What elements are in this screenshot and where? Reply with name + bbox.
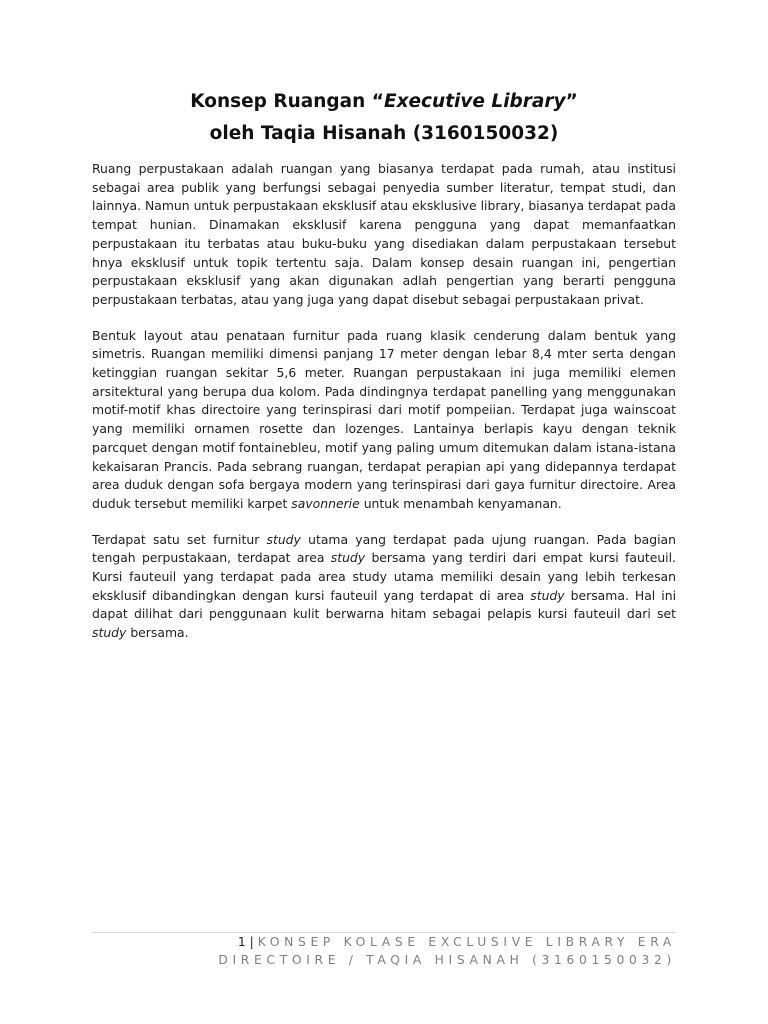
- footer-line-2: DIRECTOIRE / TAQIA HISANAH (3160150032): [218, 952, 676, 967]
- body-text: [92, 160, 676, 660]
- paragraph-2-italic: savonnerie: [291, 495, 360, 511]
- paragraph-3-text-e: bersama.: [126, 625, 189, 641]
- document-title: [0, 86, 768, 150]
- footer-separator: |: [245, 935, 258, 949]
- title-suffix: ”: [565, 91, 578, 112]
- page-number: 1: [237, 935, 246, 949]
- paragraph-3-italic-1: study: [266, 531, 301, 547]
- page-footer: [92, 934, 676, 969]
- paragraph-3: [92, 531, 676, 643]
- paragraph-3-italic-3: study: [530, 587, 565, 603]
- title-prefix: Konsep Ruangan “: [190, 91, 384, 112]
- paragraph-1: Ruang perpustakaan adalah ruangan yang biasanya terdapat pada rumah, atau institusi sebagai area publik yang berfungsi sebagai penyedia sumber literatur, tempat studi, dan lainnya. Namun untuk perpustakaan eksklusif atau eksklusive library, biasanya terdapat pada tempat hunian. Dinamakan eksklusif karena pengguna yang dapat memanfaatkan perpustakaan itu terbatas atau buku-buku yang disediakan dalam perpustakaan tersebut hnya eksklusif untuk topik tertentu saja. Dalam konsep desain ruangan ini, pengertian perpustakaan eksklusif yang akan digunakan adlah pengertian yang berarti pengguna perpustakaan terbatas, atau yang juga yang dapat disebut sebagai perpustakaan privat.: [92, 161, 676, 307]
- title-line-1: [0, 86, 768, 118]
- paragraph-3-italic-2: study: [330, 550, 366, 566]
- paragraph-2-text-a: Bentuk layout atau penataan furnitur pada ruang klasik cenderung dalam bentuk yang simetris. Ruangan memiliki dimensi panjang 17 meter dengan lebar 8,4 mter serta dengan ketinggian ruangan sekitar 5,6 meter. Ruangan perpustakaan ini juga memiliki elemen arsitektural yang berupa dua kolom. Pada dindingnya terdapat panelling yang menggunakan motif-motif khas directoire yang terinspirasi dari motif pompeiian. Terdapat juga wainscoat yang memiliki ornamen rosette dan lozenges. Lantainya berlapis kayu dengan teknik parcquet dengan motif fontainebleu, motif yang paling umum ditemukan dalam istana-istana kekaisaran Prancis. Pada sebrang ruangan, terdapat perapian api yang didepannya terdapat area duduk dengan sofa bergaya modern yang terinspirasi dari gaya furnitur directoire. Area duduk tersebut memiliki karpet: [92, 327, 676, 511]
- paragraph-3-text-a: Terdapat satu set furnitur: [92, 531, 267, 547]
- paragraph-2: [92, 327, 676, 514]
- footer-divider: [92, 932, 676, 933]
- paragraph-3-text-d: bersama. Hal ini dapat dilihat dari penggunaan kulit berwarna hitam sebagai pelapis kursi fauteuil dari set: [92, 587, 677, 622]
- paragraph-2-text-b: untuk menambah kenyamanan.: [359, 495, 562, 511]
- footer-title-1: KONSEP KOLASE EXCLUSIVE LIBRARY ERA: [257, 935, 676, 949]
- paragraph-3-italic-4: study: [92, 625, 127, 641]
- title-line-2: oleh Taqia Hisanah (3160150032): [209, 123, 559, 144]
- footer-line-1: [92, 934, 676, 952]
- paragraph-3-text-b: utama yang terdapat pada ujung ruangan. Pada bagian tengah perpustakaan, terdapat area: [92, 531, 676, 566]
- paragraph-3-text-c: bersama yang terdiri dari empat kursi fauteuil. Kursi fauteuil yang terdapat pada area study utama memiliki desain yang lebih terkesan eksklusif dibandingkan dengan kursi fauteuil yang terdapat di area: [92, 550, 676, 603]
- title-italic: Executive Library: [383, 91, 566, 112]
